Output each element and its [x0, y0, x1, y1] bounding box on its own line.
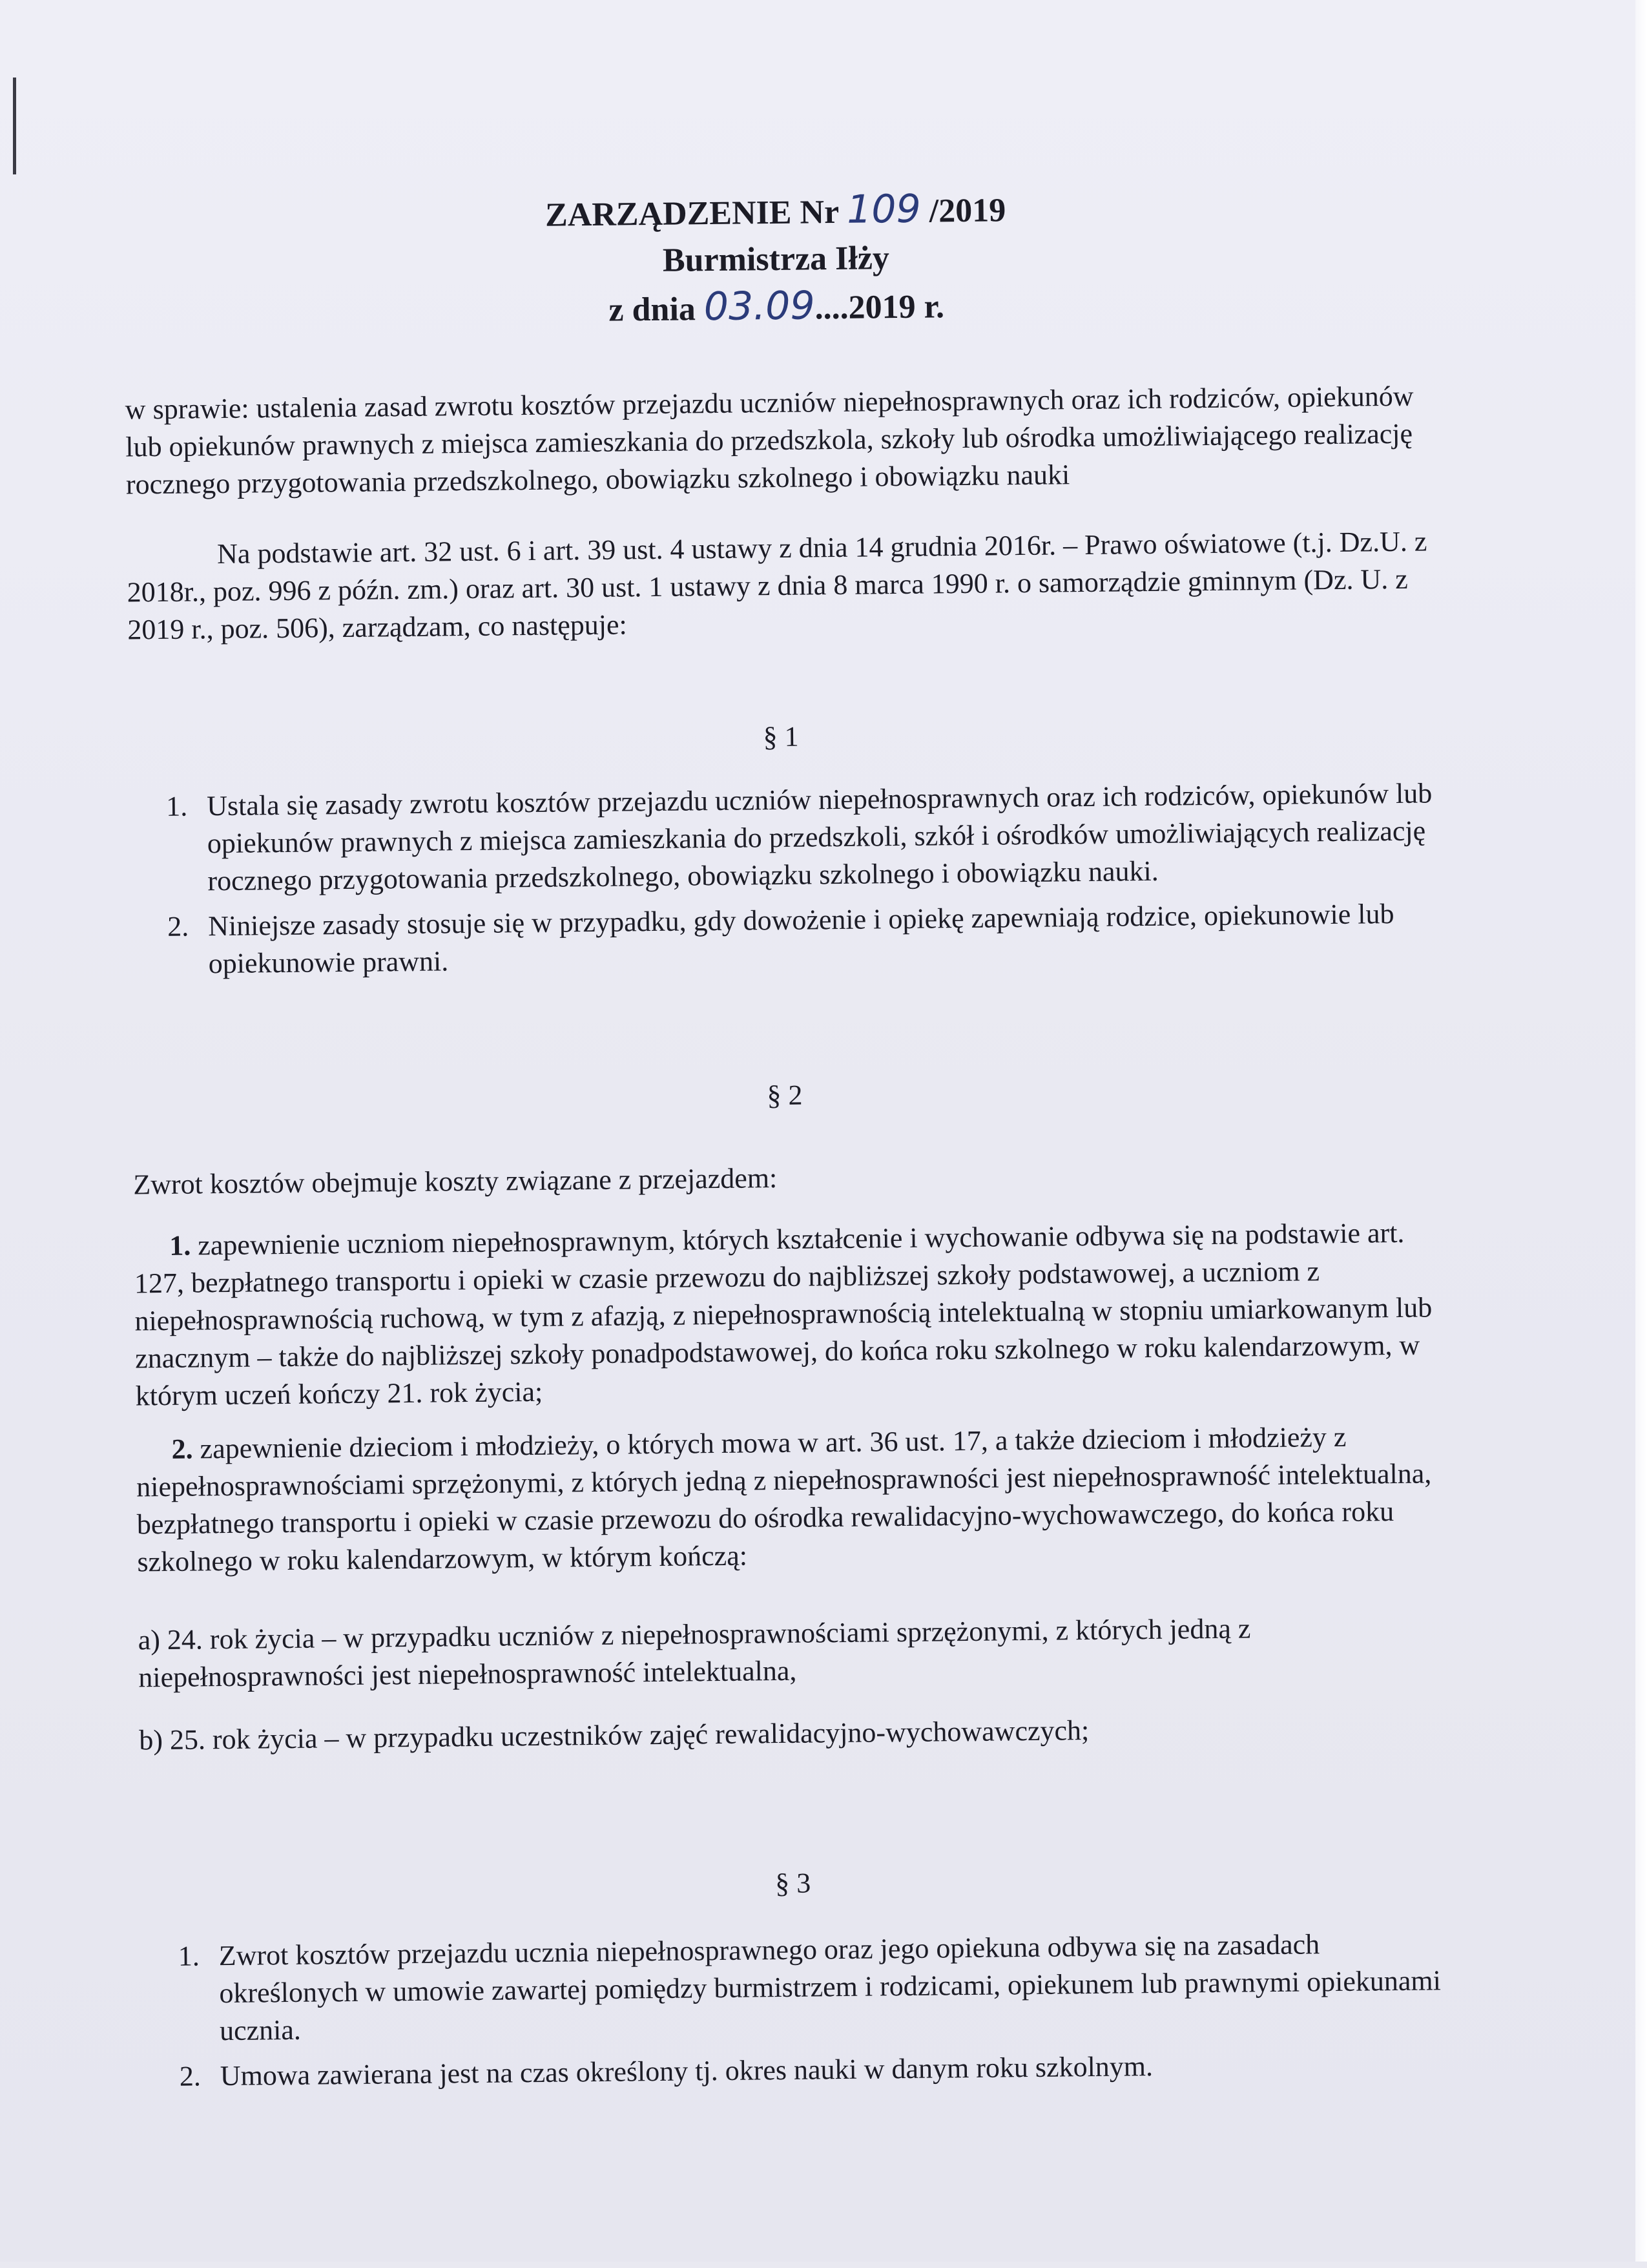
binder-mark: [13, 78, 16, 174]
list-item: [141, 1924, 1447, 2050]
section-2-sub-a: a) 24. rok życia – w przypadku uczniów z niepełnosprawnościami sprzężonymi, z których jedną z niepełnosprawności jest niepełnosprawność intelektualna,: [138, 1612, 1251, 1694]
legal-basis: [127, 523, 1433, 649]
date-suffix: ....2019 r.: [814, 288, 945, 327]
list-item: [129, 775, 1435, 900]
handwritten-number: 109: [846, 186, 922, 233]
item-text: Ustala się zasady zwrotu kosztów przejazdu uczniów niepełnosprawnych oraz ich rodziców, opiekunów lub opiekunów prawnych z miejsca zamieszkania do przedszkoli, szkół i ośrodków umożliwiających realizację rocznego przygotowania przedszkolnego, obowiązku szkolnego i obowiązku nauki.: [206, 777, 1433, 897]
title-suffix: /2019: [920, 192, 1006, 230]
item-number: 1.: [178, 1940, 200, 1972]
page-edge: [1635, 0, 1647, 2262]
section-2-point-2: [136, 1417, 1442, 1581]
subject-paragraph: w sprawie: ustalenia zasad zwrotu kosztów przejazdu uczniów niepełnosprawnych oraz ich rodziców, opiekunów lub opiekunów prawnych z miejsca zamieszkania do przedszkola, szkoły lub ośrodka umożliwiającego realizację rocznego przygotowania przedszkolnego, obowiązku szkolnego i obowiązku nauki: [125, 380, 1414, 501]
item-number: 1.: [165, 790, 188, 822]
item-number: 2.: [179, 2060, 202, 2092]
document-body: [121, 0, 1449, 2268]
section-2-point-1: [134, 1214, 1440, 1415]
list-item: [130, 895, 1436, 983]
handwritten-date: 03.09: [703, 283, 815, 330]
section-3-heading: § 3: [774, 1867, 811, 1900]
point-text: zapewnienie dzieciom i młodzieży, o których mowa w art. 36 ust. 17, a także dzieciom i młodzieży z niepełnosprawnościami sprzężonymi, z których jedną z niepełnosprawności jest niepełnosprawność intelektualna, bezpłatnego transportu i opieki w czasie przewozu do ośrodka rewalidacyjno-wychowawczego, do końca roku szkolnego w roku kalendarzowym, w którym kończą:: [136, 1420, 1432, 1578]
date-prefix: z dnia: [608, 291, 705, 329]
section-2-intro: Zwrot kosztów obejmuje koszty związane z przejazdem:: [133, 1162, 778, 1201]
item-text: Niniejsze zasady stosuje się w przypadku, gdy dowożenie i opiekę zapewniają rodzice, opiekunowie lub opiekunowie prawni.: [207, 898, 1394, 980]
document-header: [123, 180, 1429, 338]
point-number: 1.: [169, 1229, 191, 1262]
item-text: Zwrot kosztów przejazdu ucznia niepełnosprawnego oraz jego opiekuna odbywa się na zasadach określonych w umowie zawartej pomiędzy burmistrzem i rodzicami, opiekunem lub prawnymi opiekunami ucznia.: [218, 1928, 1442, 2047]
section-1-list: [129, 775, 1436, 991]
list-item: [143, 2044, 1447, 2096]
section-1-heading: § 1: [763, 720, 799, 753]
item-number: 2.: [167, 910, 189, 942]
section-2-sub-b: b) 25. rok życia – w przypadku uczestników zajęć rewalidacyjno-wychowawczych;: [139, 1714, 1090, 1756]
item-text: Umowa zawierana jest na czas określony tj. okres nauki w danym roku szkolnym.: [220, 2050, 1154, 2092]
point-text: zapewnienie uczniom niepełnosprawnym, których kształcenie i wychowanie odbywa się na podstawie art. 127, bezpłatnego transportu i opieki w czasie przewozu do najbliższej szkoły podstawowej, a uczniom z niepełnosprawnością ruchową, w tym z afazją, z niepełnosprawnością intelektualną w stopniu umiarkowanym lub znacznym – także do najbliższej szkoły ponadpodstawowej, do końca roku szkolnego w roku kalendarzowym, w którym uczeń kończy 21. rok życia;: [134, 1216, 1433, 1412]
issuer: Burmistrza Iłży: [662, 240, 890, 279]
title-prefix: ZARZĄDZENIE Nr: [544, 193, 847, 234]
section-2-heading: § 2: [767, 1079, 803, 1112]
legal-basis-text: Na podstawie art. 32 ust. 6 i art. 39 ust. 4 ustawy z dnia 14 grudnia 2016r. – Prawo oświatowe (t.j. Dz.U. z 2018r., poz. 996 z późn. zm.) oraz art. 30 ust. 1 ustawy z dnia 8 marca 1990 r. o samorządzie gminnym (Dz. U. z 2019 r., poz. 506), zarządzam, co następuje:: [127, 525, 1427, 646]
section-3-list: [141, 1924, 1448, 2103]
point-number: 2.: [171, 1433, 193, 1465]
